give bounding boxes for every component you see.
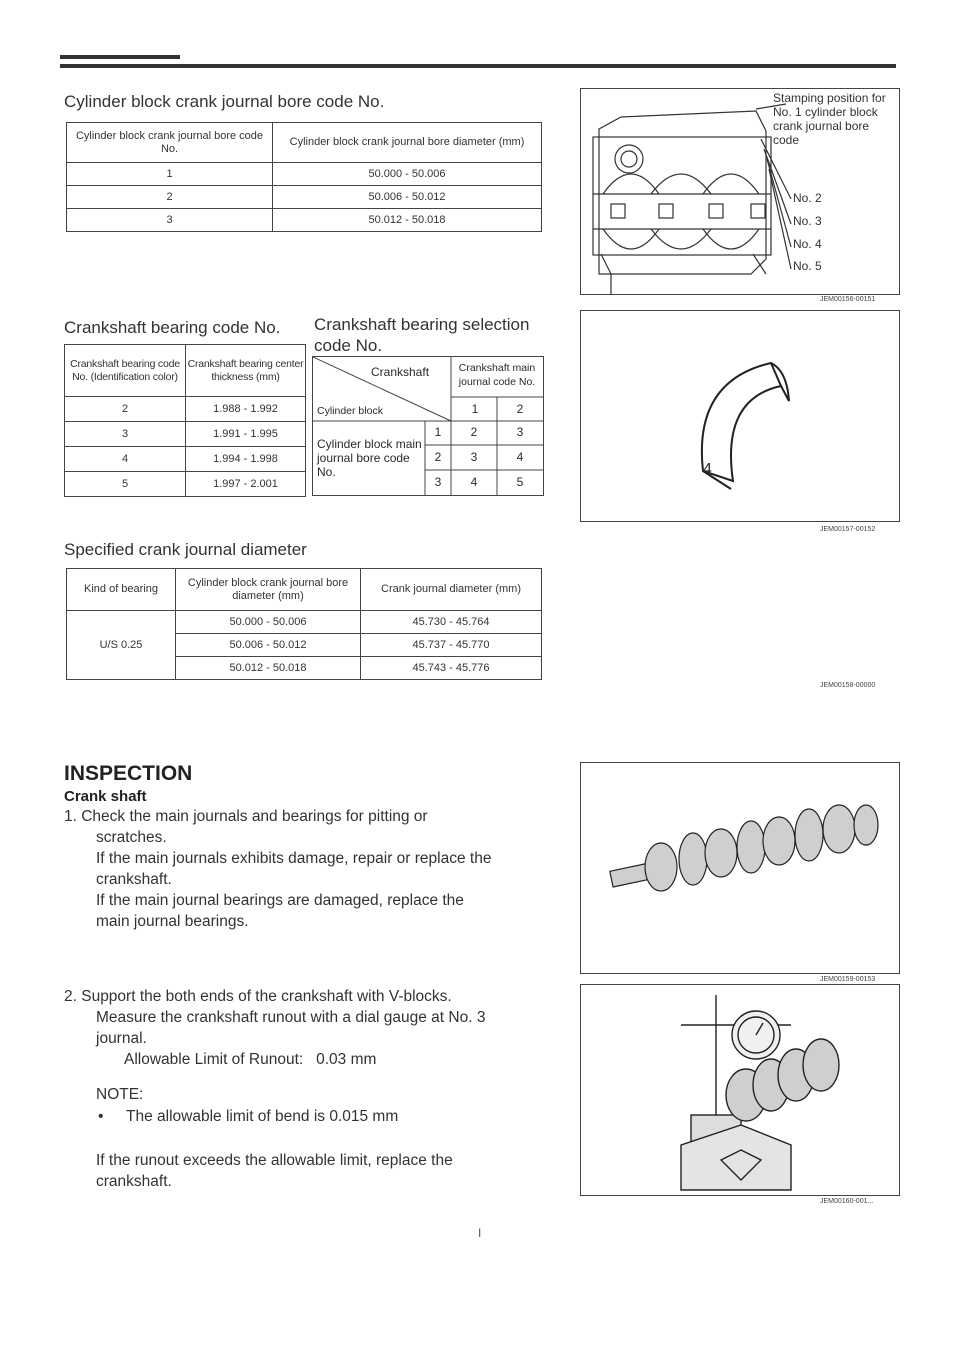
section3-title: Crankshaft bearing selection code No. <box>314 315 530 355</box>
step2-line: journal. <box>96 1030 147 1047</box>
crankshaft-subheading: Crank shaft <box>64 788 147 805</box>
corner-top-label: Crankshaft <box>371 365 430 379</box>
final-line: If the runout exceeds the allowable limit, replace the <box>96 1152 453 1169</box>
table-cell: 45.737 - 45.770 <box>361 634 542 657</box>
table-cell: 1 <box>434 425 442 439</box>
table-cell: 5 <box>65 472 186 497</box>
journal-header-3: Crank journal diameter (mm) <box>361 569 542 611</box>
figure3-caption: JEM00159-00153 <box>820 976 876 983</box>
table-cell: 2 <box>434 450 442 464</box>
table-cell: 50.012 - 50.018 <box>176 657 361 680</box>
bore-code-table <box>66 122 542 232</box>
step1-line: 1. Check the main journals and bearings for pitting or <box>64 808 428 825</box>
note-text: The allowable limit of bend is 0.015 mm <box>126 1108 399 1125</box>
runout-drawing <box>581 985 899 1195</box>
table-cell: 3 <box>65 422 186 447</box>
callout-no5: No. 5 <box>793 259 822 273</box>
table-cell: 4 <box>470 475 478 489</box>
runout-limit: Allowable Limit of Runout: 0.03 mm <box>124 1051 377 1068</box>
stamping-callout: Stamping position for No. 1 cylinder block crank journal bore code <box>773 91 886 147</box>
final-line: crankshaft. <box>96 1173 172 1190</box>
step2-line: 2. Support the both ends of the crankshaft with V-blocks. <box>64 988 452 1005</box>
table-cell: 50.000 - 50.006 <box>273 163 542 186</box>
header-tick <box>60 55 180 59</box>
callout-no2: No. 2 <box>793 191 822 205</box>
section1-title: Cylinder block crank journal bore code No. <box>64 92 385 111</box>
runout-figure <box>580 984 900 1196</box>
table-cell: 3 <box>67 209 273 232</box>
table-cell: 50.000 - 50.006 <box>176 611 361 634</box>
table-cell: 2 <box>65 397 186 422</box>
col-2: 2 <box>516 402 524 416</box>
inspection-heading: INSPECTION <box>64 762 193 785</box>
crankshaft-drawing <box>581 763 899 973</box>
table-cell: 45.730 - 45.764 <box>361 611 542 634</box>
section4-caption: JEM00158-00000 <box>820 682 876 689</box>
figure1-caption: JEM00156-00151 <box>820 296 876 303</box>
table-cell: 2 <box>67 186 273 209</box>
bearing-code-header-2: Crankshaft bearing center thickness (mm) <box>186 345 306 397</box>
callout-no3: No. 3 <box>793 214 822 228</box>
bearing-label: 4 <box>703 461 712 478</box>
col-header: Crankshaft main journal code No. <box>458 362 536 388</box>
bearing-kind: U/S 0.25 <box>67 611 176 680</box>
cylinder-block-figure <box>580 88 900 295</box>
selection-table <box>312 356 544 496</box>
step1-line: main journal bearings. <box>96 913 249 930</box>
step1-line: If the main journal bearings are damaged, replace the <box>96 892 464 909</box>
bearing-figure <box>580 310 900 522</box>
figure2-caption: JEM00157-00152 <box>820 526 876 533</box>
bearing-code-header-1: Crankshaft bearing code No. (Identification color) <box>65 345 186 397</box>
bore-code-header-2: Cylinder block crank journal bore diameter (mm) <box>273 123 542 163</box>
header-rule <box>60 64 896 68</box>
table-cell: 1.997 - 2.001 <box>186 472 306 497</box>
col-1: 1 <box>471 402 479 416</box>
table-cell: 3 <box>470 450 478 464</box>
table-cell: 1 <box>67 163 273 186</box>
crankshaft-figure <box>580 762 900 974</box>
row-header: Cylinder block main journal bore code No. <box>317 437 422 479</box>
figure4-caption: JEM00160-001... <box>820 1198 874 1205</box>
journal-diameter-table <box>66 568 542 680</box>
table-cell: 1.988 - 1.992 <box>186 397 306 422</box>
bearing-code-table <box>64 344 306 497</box>
callout-no4: No. 4 <box>793 237 822 251</box>
table-cell: 3 <box>434 475 442 489</box>
table-cell: 1.994 - 1.998 <box>186 447 306 472</box>
bore-code-header-1: Cylinder block crank journal bore code No. <box>67 123 273 163</box>
table-cell: 1.991 - 1.995 <box>186 422 306 447</box>
note-label: NOTE: <box>96 1086 144 1103</box>
table-cell: 2 <box>470 425 478 439</box>
note-bullet: • <box>98 1108 104 1125</box>
table-cell: 45.743 - 45.776 <box>361 657 542 680</box>
page-marker: I <box>478 1226 482 1240</box>
section4-title: Specified crank journal diameter <box>64 540 307 559</box>
journal-header-2: Cylinder block crank journal bore diameter (mm) <box>176 569 361 611</box>
bearing-drawing <box>581 311 899 521</box>
step1-line: scratches. <box>96 829 167 846</box>
corner-bottom-label: Cylinder block <box>317 405 383 417</box>
step1-line: If the main journals exhibits damage, repair or replace the <box>96 850 492 867</box>
section2-title: Crankshaft bearing code No. <box>64 318 281 337</box>
step2-line: Measure the crankshaft runout with a dial gauge at No. 3 <box>96 1009 486 1026</box>
table-cell: 50.006 - 50.012 <box>273 186 542 209</box>
table-cell: 50.006 - 50.012 <box>176 634 361 657</box>
table-cell: 4 <box>65 447 186 472</box>
table-cell: 5 <box>516 475 524 489</box>
table-cell: 50.012 - 50.018 <box>273 209 542 232</box>
table-cell: 3 <box>516 425 524 439</box>
journal-header-1: Kind of bearing <box>67 569 176 611</box>
step1-line: crankshaft. <box>96 871 172 888</box>
table-cell: 4 <box>516 450 524 464</box>
